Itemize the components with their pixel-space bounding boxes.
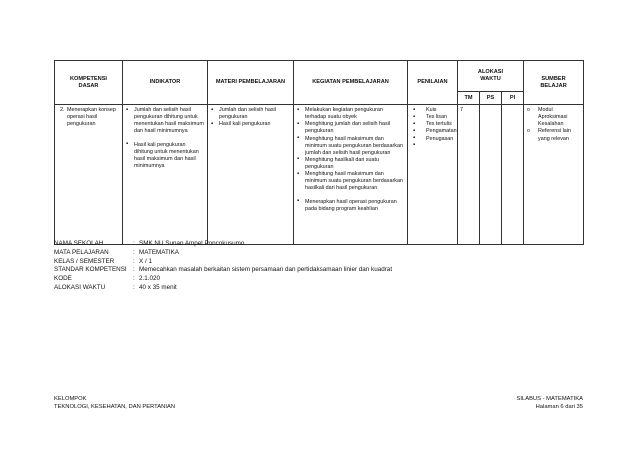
syllabus-table-container — [54, 60, 583, 245]
list-item: ▪ Jumlah dan selisih hasil pengukuran dihitung untuk menentukan hasil maksimum dan hasil minimumnya — [125, 107, 205, 136]
footer-document-title: SILABUS - MATEMATIKA — [516, 396, 583, 402]
cell-materi — [208, 105, 294, 245]
meta-label: MATA PELAJARAN — [54, 248, 109, 256]
meta-label: KELAS / SEMESTER — [54, 257, 115, 265]
meta-row — [54, 258, 392, 267]
footer-group — [54, 396, 175, 411]
header-sumber-belajar: SUMBER BELAJAR — [524, 61, 584, 105]
meta-value: X / 1 — [139, 257, 152, 265]
header-penilaian: PENILAIAN — [408, 61, 458, 105]
meta-value: Memecahkan masalah berkaitan sistem persamaan dan pertidaksamaan linier dan kuadrat — [139, 266, 393, 274]
header-materi: MATERI PEMBELAJARAN — [208, 61, 294, 105]
list-item — [412, 143, 455, 150]
cell-tm: 7 — [458, 105, 480, 245]
syllabus-table — [54, 60, 584, 245]
meta-separator: : — [133, 248, 135, 256]
meta-row — [54, 275, 392, 284]
list-item: ▪ Menerapkan hasil operasi pengukuran pada bidang program keahlian — [296, 199, 405, 213]
syllabus-identity — [54, 240, 392, 293]
meta-value: 40 x 35 menit — [139, 283, 177, 291]
header-indikator: INDIKATOR — [123, 61, 208, 105]
footer-group-name: TEKNOLOGI, KESEHATAN, DAN PERTANIAN — [54, 403, 176, 410]
header-ps: PS — [480, 92, 502, 105]
cell-kegiatan — [294, 105, 408, 245]
list-item: ▪ Menghitung hasilkali dari suatu pengukuran — [296, 157, 405, 171]
meta-label: NAMA SEKOLAH — [54, 240, 104, 247]
meta-separator: : — [133, 275, 135, 283]
meta-separator: : — [133, 266, 135, 274]
footer-page-info — [517, 396, 583, 411]
list-item: ▪ Kuis — [412, 107, 455, 114]
cell-sumber-belajar — [524, 105, 584, 245]
list-item: o Referensi lain yang relevan — [526, 128, 581, 142]
header-alokasi-waktu: ALOKASI WAKTU — [458, 61, 524, 92]
meta-label: STANDAR KOMPETENSI — [54, 266, 127, 274]
list-item: ▪ Tes tertulis — [412, 121, 455, 128]
cell-indikator — [123, 105, 208, 245]
kd-number: 2. — [60, 107, 65, 113]
cell-kompetensi-dasar — [55, 105, 123, 245]
list-item: ▪ Jumlah dan selisih hasil pengukuran — [210, 107, 291, 121]
meta-row — [54, 249, 392, 258]
meta-row — [54, 240, 392, 249]
meta-label: ALOKASI WAKTU — [54, 283, 106, 291]
list-item: ▪ Hasil kali pengukuran dihitung untuk menentukan hasil maksimum dan hasil minimumnya — [125, 142, 205, 171]
kd-text: Menerapkan konsep operasi hasil pengukuran — [67, 107, 116, 128]
header-tm: TM — [458, 92, 480, 105]
meta-separator: : — [133, 283, 135, 291]
list-item: ▪ Menghitung hasil maksimum dan minimum suatu pengukuran berdasarkan hasilkali dari hasil pengukuran — [296, 171, 405, 192]
meta-separator: : — [133, 240, 135, 247]
meta-value: MATEMATIKA — [139, 248, 179, 256]
meta-label: KODE — [54, 275, 72, 283]
header-pi: PI — [502, 92, 524, 105]
meta-row — [54, 266, 392, 275]
meta-value: SMK NU Sunan Ampel Poncokusumo — [139, 240, 245, 247]
header-kompetensi-dasar: KOMPETENSI DASAR — [55, 61, 123, 105]
list-item: ▪ Menghitung jumlah dan selisih hasil pengukuran — [296, 121, 405, 135]
meta-separator: : — [133, 257, 135, 265]
meta-value: 2.1.020 — [139, 275, 161, 283]
list-item: ▪ Hasil kali pengukuran — [210, 121, 291, 128]
list-item: ▪ Tes lisan — [412, 114, 455, 121]
cell-pi — [502, 105, 524, 245]
header-kegiatan: KEGIATAN PEMBELAJARAN — [294, 61, 408, 105]
list-item: ▪ Penugasan — [412, 136, 455, 143]
cell-ps — [480, 105, 502, 245]
list-item: ▪ Pengamatan — [412, 128, 455, 135]
list-item: ▪ Menghitung hasil maksimum dan minimum suatu pengukuran berdasarkan jumlah dan selisih hasil pengukuran — [296, 136, 405, 157]
table-row — [55, 105, 584, 245]
cell-penilaian — [408, 105, 458, 245]
footer-group-label: KELOMPOK — [54, 396, 87, 402]
list-item: ▪ Melakukan kegiatan pengukuran terhadap suatu obyek — [296, 107, 405, 121]
list-item: o Modul Aproksimasi Kesalahan — [526, 107, 581, 128]
meta-row — [54, 284, 392, 293]
footer-page-number: Halaman 6 dari 35 — [535, 403, 583, 410]
